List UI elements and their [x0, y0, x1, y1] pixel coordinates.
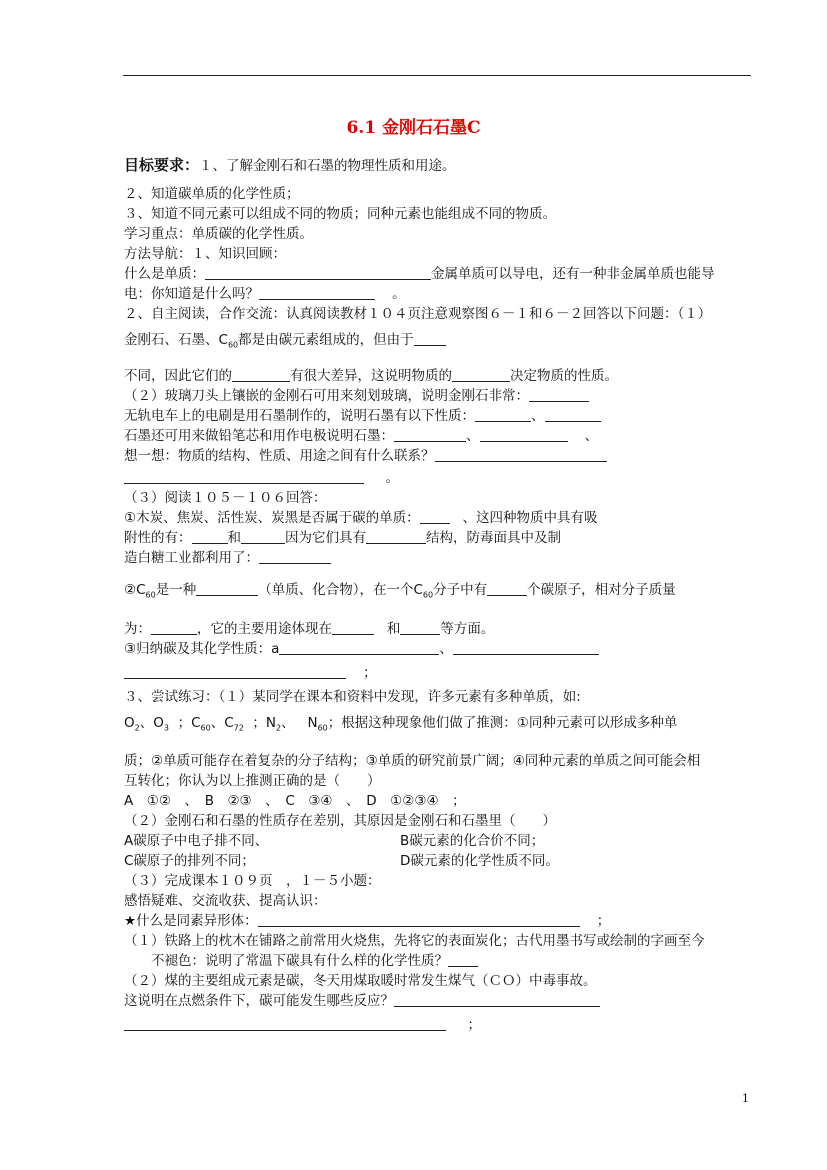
option-d[interactable]: D碳元素的化学性质不同。	[400, 853, 559, 870]
method-line: 方法导航：１、知识回顾：	[124, 246, 286, 262]
allotrope-line-3: 互转化；你认为以上推测正确的是（ ）	[124, 773, 381, 790]
formula-o2: O	[124, 715, 135, 732]
c60-text: 金刚石、石墨、C	[124, 332, 228, 348]
answer-blank[interactable]	[414, 331, 446, 346]
page-number: 1	[742, 1092, 749, 1105]
separator: 、	[210, 715, 225, 732]
formula-c72: C	[224, 715, 234, 732]
answer-blank[interactable]	[332, 620, 374, 635]
answer-blank[interactable]	[196, 581, 258, 596]
brush-line	[124, 406, 754, 426]
glass-text: （２）玻璃刀头上镶嵌的金刚石可用来刻划玻璃，说明金刚石非常：	[124, 387, 529, 404]
adsorb-line	[124, 528, 754, 548]
q1-text-c: 电：你知道是什么吗？	[124, 286, 259, 302]
q2-line: （２）金刚石和石墨的性质存在差别，其原因是金刚石和石墨里（ ）	[124, 813, 556, 830]
goal-2: ２、知道碳单质的化学性质；	[124, 186, 300, 202]
answer-blank[interactable]	[453, 640, 599, 655]
semicolon: ；	[467, 1017, 481, 1034]
c60-line	[124, 330, 754, 356]
options-line-1: A ①② 、 B ②③ 、 C ③④ 、 D ①②③④ ；	[124, 793, 466, 810]
react-line	[124, 991, 754, 1011]
answer-blank[interactable]	[545, 407, 601, 422]
try-line: ３、尝试练习：（１）某同学在课本和资料中发现，许多元素有多种单质，如:	[124, 689, 581, 706]
subscript: 3	[163, 724, 169, 734]
answer-blank[interactable]	[448, 952, 478, 967]
c60q-text: ②C	[124, 581, 146, 598]
c60-subscript: 60	[422, 590, 434, 600]
sugar-line	[124, 548, 754, 568]
answer-blank[interactable]	[435, 447, 607, 462]
adsorb-text: 附性的有：	[124, 529, 192, 546]
self-read-line: ２、自主阅读，合作交流：认真阅读教材１０４页注意观察图６－１和６－２回答以下问题：（１）	[124, 306, 712, 322]
q1-line	[124, 264, 754, 284]
answer-blank[interactable]	[452, 367, 510, 382]
carbons-text: ①木炭、焦炭、活性炭、炭黑是否属于碳的单质：	[124, 509, 420, 526]
allotrope-line-2: 质；②单质可能存在着复杂的分子结构；③单质的研究前景广阔；④同种元素的单质之间可能会相	[124, 753, 701, 770]
option-a[interactable]: A碳原子中电子排不同、	[124, 833, 269, 850]
c60-subscript: 60	[145, 590, 156, 600]
goal-line	[124, 155, 754, 176]
separator: 、	[439, 641, 453, 658]
coal-line: （２）煤的主要组成元素是碳，冬天用煤取暖时常发生煤气（ＣＯ）中毒事故。	[124, 973, 597, 990]
document-body	[124, 155, 754, 1035]
use-text-c: 和	[386, 621, 401, 638]
goal-3: ３、知道不同元素可以组成不同的物质；同种元素也能组成不同的物质。	[124, 206, 556, 222]
use-text: 为：	[124, 621, 151, 638]
adsorb-text-c: 因为它们具有	[285, 529, 366, 546]
answer-blank[interactable]	[394, 427, 466, 442]
subscript: 60	[317, 724, 328, 734]
semicolon: ；	[596, 913, 611, 930]
adsorb-text-b: 和	[227, 529, 241, 546]
answer-blank[interactable]	[259, 549, 331, 564]
answer-blank[interactable]	[475, 407, 531, 422]
star-line	[124, 911, 754, 931]
answer-blank[interactable]	[529, 387, 589, 402]
answer-blank[interactable]	[205, 265, 431, 280]
use-text-b: ，它的主要用途体现在	[197, 621, 332, 638]
answer-blank[interactable]	[366, 529, 426, 544]
sugar-text: 造白糖工业都利用了：	[124, 549, 259, 566]
header-rule	[123, 75, 751, 76]
think-text: 想一想：物质的结构、性质、用途之间有什么联系？	[124, 447, 435, 464]
read3-line: （３）阅读１０５－１０６回答：	[124, 489, 327, 506]
options-line-2	[124, 831, 754, 851]
c60-subscript: 60	[227, 340, 239, 350]
q1-line-2	[124, 284, 754, 304]
c60q-text-d: 分子中有	[433, 581, 488, 598]
options-line-3	[124, 851, 754, 871]
use-line	[124, 619, 754, 639]
answer-blank[interactable]	[124, 469, 364, 484]
answer-blank[interactable]	[232, 367, 290, 382]
answer-blank[interactable]	[279, 640, 439, 655]
separator: 、	[584, 427, 599, 444]
answer-blank[interactable]	[259, 285, 375, 300]
c60q-text-e: 个碳原子，相对分子质量	[527, 581, 676, 598]
goal-1: １、了解金刚石和石墨的物理性质和用途。	[199, 158, 456, 174]
option-c[interactable]: C碳原子的排列不同；	[124, 853, 255, 870]
reflect-line: 感悟疑难、交流收获、提高认识：	[124, 893, 327, 910]
rail-text: 不褪色：说明了常温下碳具有什么样的化学性质？	[151, 953, 448, 970]
answer-blank[interactable]	[420, 509, 450, 524]
separator: 、	[139, 715, 154, 732]
formula-o3: O	[153, 715, 164, 732]
brush-text: 无轨电车上的电刷是用石墨制作的，说明石墨有以下性质：	[124, 407, 475, 424]
finish-line: （３）完成课本１０９页 ，１－５小题：	[124, 873, 381, 890]
goal-label: 目标要求：	[124, 156, 200, 174]
sum-line	[124, 639, 754, 659]
sum-line-2	[124, 663, 754, 683]
star-text: ★什么是同素异形体：	[124, 913, 258, 930]
carbons-text-b: 、这四种物质中具有吸	[462, 509, 598, 526]
allotrope-line	[124, 713, 754, 739]
react-line-2	[124, 1015, 754, 1035]
c60-question-line	[124, 580, 754, 606]
separator: 、	[281, 715, 295, 732]
diff-text: 不同，因此它们的	[124, 367, 232, 384]
pencil-text: 石墨还可用来做铅笔芯和用作电极说明石墨：	[124, 427, 394, 444]
answer-blank[interactable]	[394, 992, 600, 1007]
formula-n2: N	[265, 715, 277, 732]
answer-blank[interactable]	[124, 1016, 446, 1031]
answer-blank[interactable]	[258, 912, 580, 927]
diff-text-b: 有很大差异，这说明物质的	[290, 367, 452, 384]
subscript: 60	[200, 724, 211, 734]
adsorb-text-d: 结构，防毒面具中及制	[426, 529, 561, 546]
answer-blank[interactable]	[400, 620, 440, 635]
separator: ；	[177, 715, 192, 732]
page-title: 6.1 金刚石石墨C	[346, 118, 481, 138]
answer-blank[interactable]	[151, 620, 197, 635]
allotrope-text: ；根据这种现象他们做了推测：①同种元素可以形成多种单	[327, 715, 678, 732]
think-line	[124, 446, 754, 466]
period: 。	[385, 469, 399, 486]
c60q-text-c: （单质、化合物），在一个C	[258, 581, 423, 598]
sum-text: ③归纳碳及其化学性质：a	[124, 641, 280, 658]
answer-blank[interactable]	[241, 529, 285, 544]
subscript: 2	[134, 724, 140, 734]
formula-c60: C	[191, 715, 201, 732]
q1-text: 什么是单质：	[124, 266, 205, 282]
q1-period: 。	[392, 286, 406, 302]
think-line-2	[124, 468, 754, 488]
option-b[interactable]: B碳元素的化合价不同；	[400, 833, 545, 850]
answer-blank[interactable]	[480, 427, 568, 442]
c60-text-b: 都是由碳元素组成的，但由于	[238, 332, 414, 348]
use-text-d: 等方面。	[440, 621, 495, 638]
carbons-line	[124, 508, 754, 528]
focus-line: 学习重点：单质碳的化学性质。	[124, 226, 313, 242]
separator: ；	[252, 715, 266, 732]
separator: 、	[531, 407, 545, 424]
subscript: 72	[233, 724, 244, 734]
answer-blank[interactable]	[124, 664, 346, 679]
answer-blank[interactable]	[192, 529, 228, 544]
glass-line	[124, 386, 754, 406]
answer-blank[interactable]	[487, 581, 527, 596]
rail-line-1: （１）铁路上的枕木在铺路之前常用火烧焦，先将它的表面炭化；古代用墨书写或绘制的字画至今	[124, 933, 705, 950]
subscript: 2	[276, 724, 282, 734]
formula-n60: N	[307, 715, 318, 732]
diff-line	[124, 366, 754, 386]
semicolon: ；	[363, 665, 377, 682]
react-text: 这说明在点燃条件下，碳可能发生哪些反应？	[124, 993, 394, 1010]
separator: 、	[466, 427, 480, 444]
c60q-text-b: 是一种	[155, 581, 197, 598]
pencil-line	[124, 426, 754, 446]
rail-line-2	[124, 951, 754, 971]
diff-text-c: 决定物质的性质。	[510, 367, 618, 384]
q1-text-b: 金属单质可以导电，还有一种非金属单质也能导	[431, 266, 715, 282]
